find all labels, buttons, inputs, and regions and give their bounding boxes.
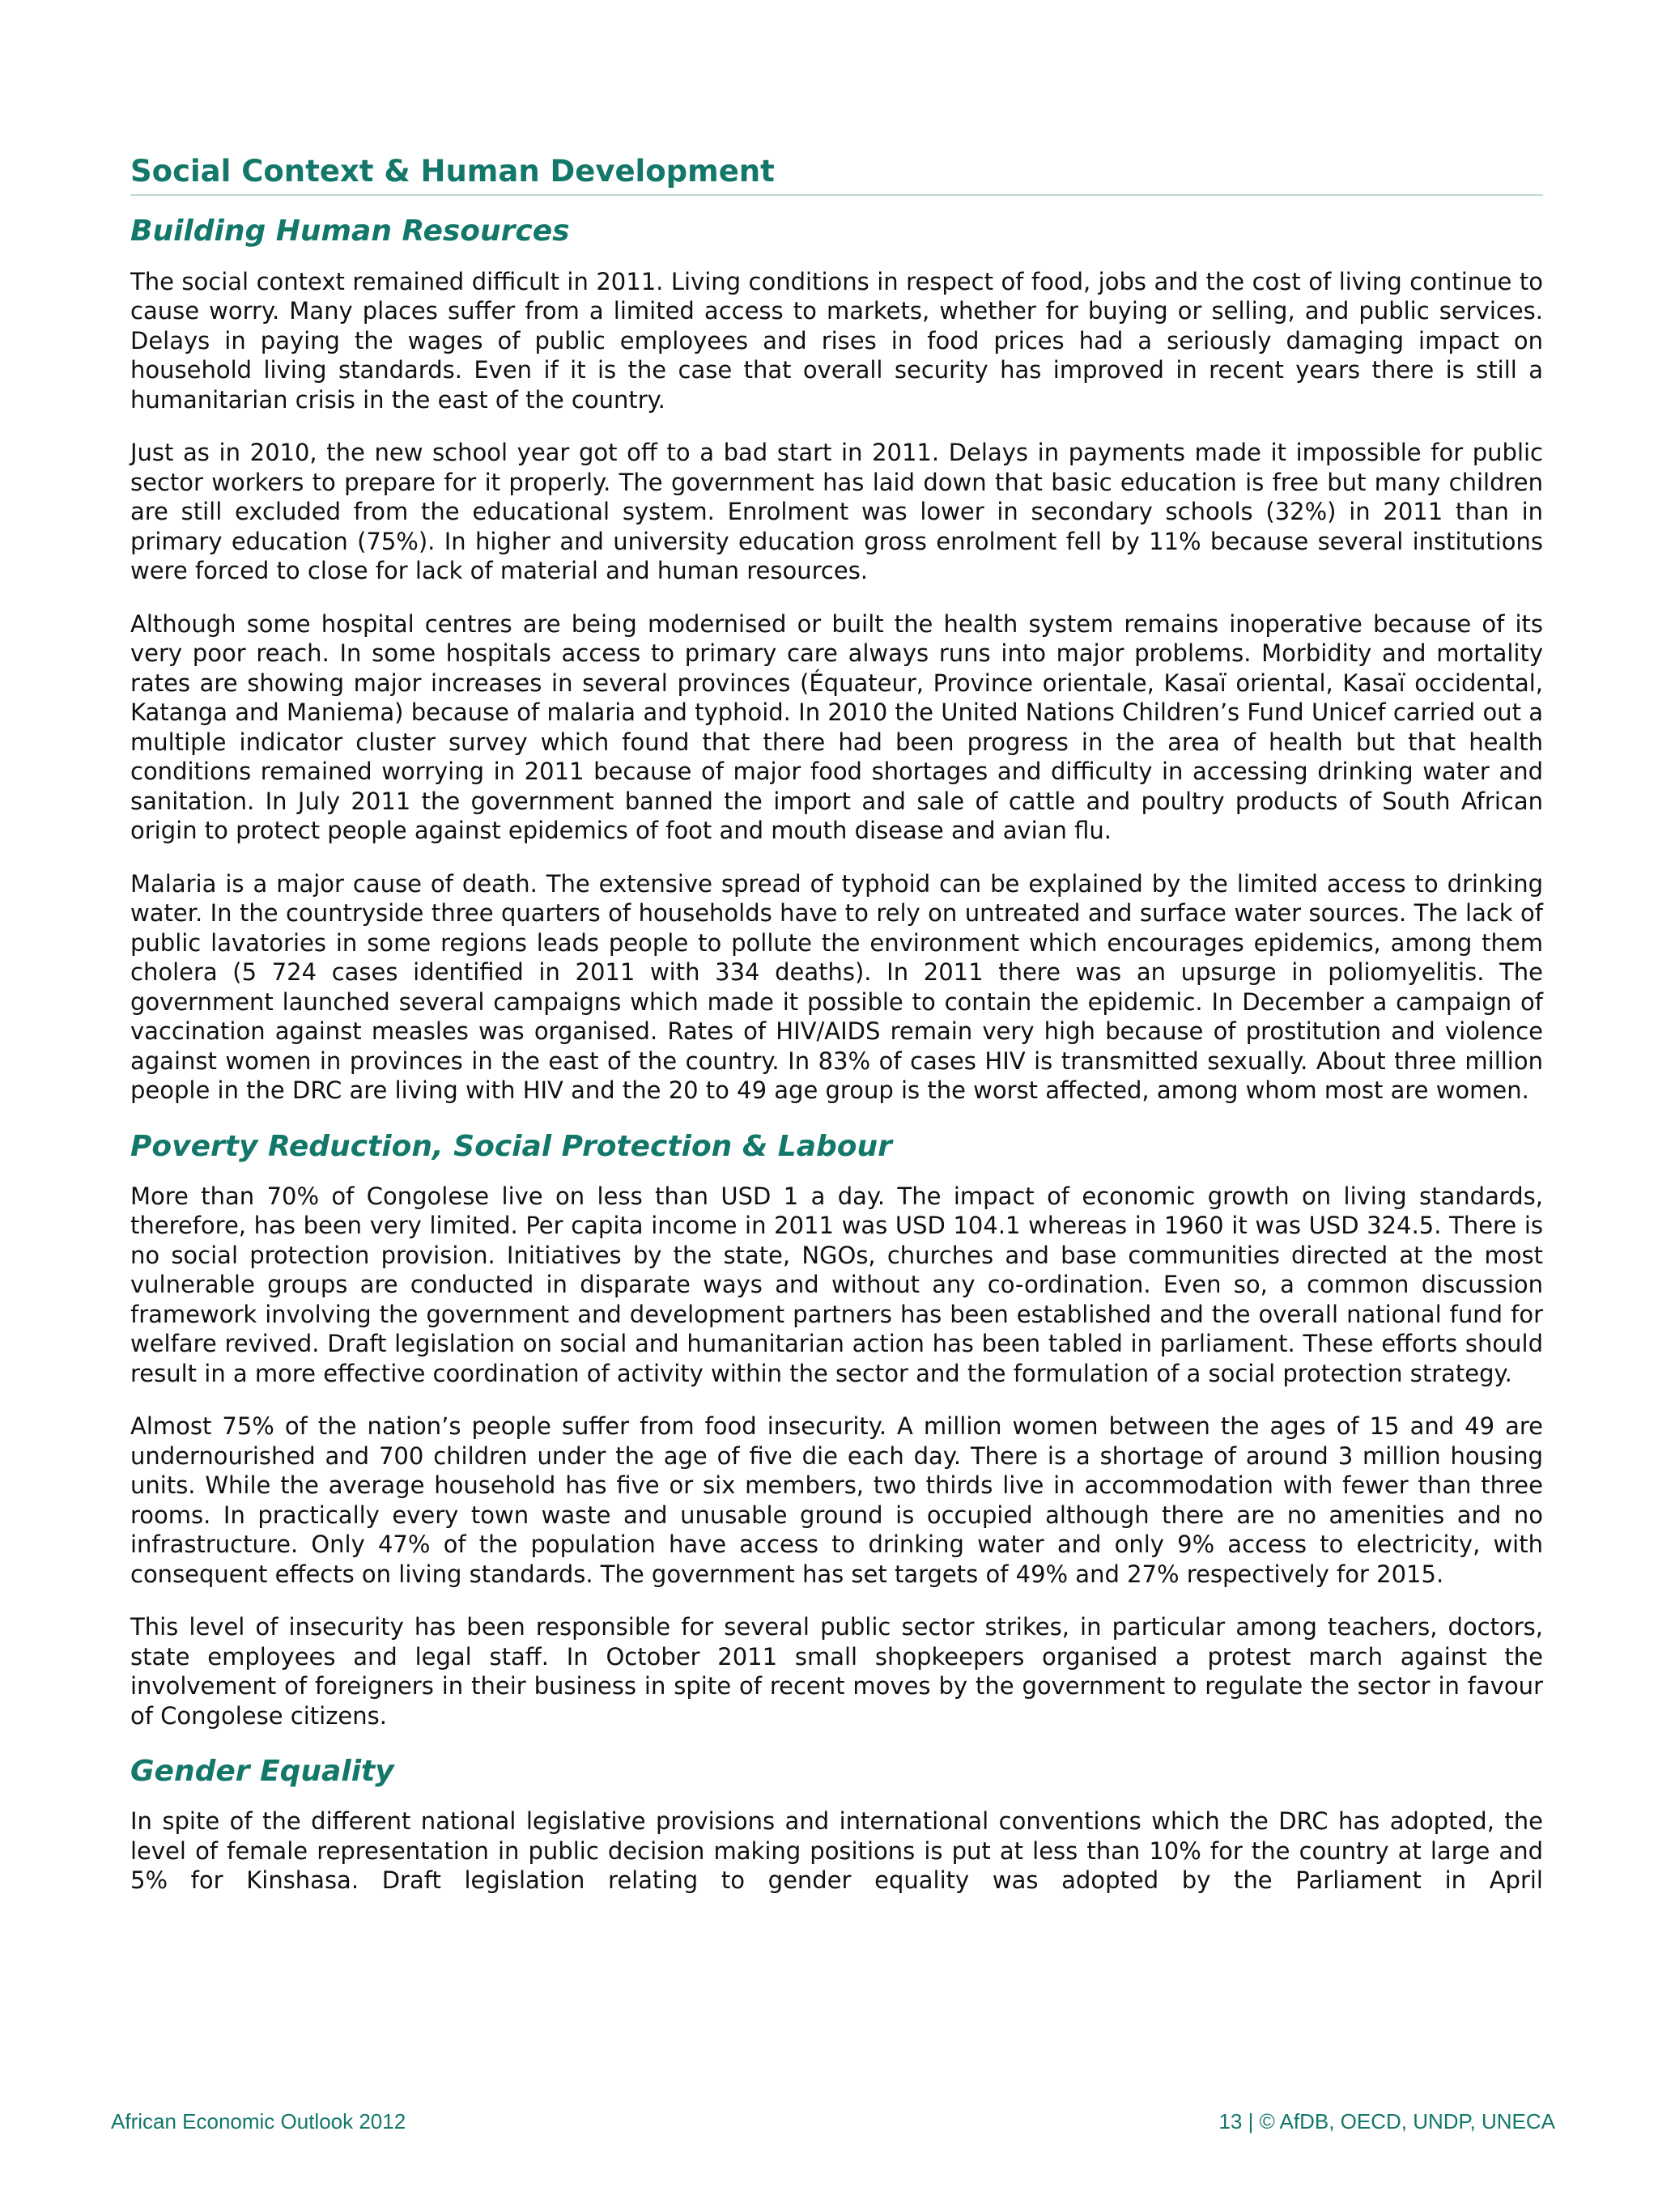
paragraph: Almost 75% of the nation’s people suffer from food insecurity. A million women between the ages of 15 and 49 are undernourished and 700 children under the age of five die each day. There is a shortage of around 3 million housing units. While the average household has five or six members, two thirds live in accommodation with fewer than three rooms. In practically every town waste and unusable ground is occupied although there are no amenities and no infrastructure. Only 47% of the population have access to drinking water and only 9% access to electricity, with consequent effects on living standards. The government has set targets of 49% and 27% respectively for 2015. [130,1412,1543,1588]
paragraph: In spite of the different national legislative provisions and international conventions which the DRC has adopted, the level of female representation in public decision making positions is put at less than 10% for the country at large and 5% for Kinshasa. Draft legislation relating to gender equality was adopted by the Parliament in April [130,1807,1543,1895]
paragraph: The social context remained difficult in 2011. Living conditions in respect of food, jobs and the cost of living continue to cause worry. Many places suffer from a limited access to markets, whether for buying or selling, and public services. Delays in paying the wages of public employees and rises in food prices had a seriously damaging impact on household living standards. Even if it is the case that overall security has improved in recent years there is still a humanitarian crisis in the east of the country. [130,267,1543,414]
paragraph: More than 70% of Congolese live on less than USD 1 a day. The impact of economic growth on living standards, therefore, has been very limited. Per capita income in 2011 was USD 104.1 whereas in 1960 it was USD 324.5. There is no social protection provision. Initiatives by the state, NGOs, churches and base communities directed at the most vulnerable groups are conducted in disparate ways and without any co-ordination. Even so, a common discussion framework involving the government and development partners has been established and the overall national fund for welfare revived. Draft legislation on social and humanitarian action has been tabled in parliament. These efforts should result in a more effective coordination of activity within the sector and the formulation of a social protection strategy. [130,1182,1543,1387]
paragraph: Just as in 2010, the new school year got off to a bad start in 2011. Delays in payments made it impossible for public sector workers to prepare for it properly. The government has laid down that basic education is free but many children are still excluded from the educational system. Enrolment was lower in secondary schools (32%) in 2011 than in primary education (75%). In higher and university education gross enrolment fell by 11% because several institutions were forced to close for lack of material and human resources. [130,439,1543,585]
subsection-title-poverty-reduction: Poverty Reduction, Social Protection & Labour [130,1129,892,1163]
paragraph: Malaria is a major cause of death. The extensive spread of typhoid can be explained by the limited access to drinking water. In the countryside three quarters of households have to rely on untreated and surface water sources. The lack of public lavatories in some regions leads people to pollute the environment which encourages epidemics, among them cholera (5 724 cases identified in 2011 with 334 deaths). In 2011 there was an upsurge in poliomyelitis. The government launched several campaigns which made it possible to contain the epidemic. In December a campaign of vaccination against measles was organised. Rates of HIV/AIDS remain very high because of prostitution and violence against women in provinces in the east of the country. In 83% of cases HIV is transmitted sexually. About three million people in the DRC are living with HIV and the 20 to 49 age group is the worst affected, among whom most are women. [130,869,1543,1105]
page-content [130,154,1543,1919]
footer-page-credits: 13 | © AfDB, OECD, UNDP, UNECA [1218,2109,1555,2133]
subsection-title-gender-equality: Gender Equality [130,1755,394,1789]
paragraph: This level of insecurity has been responsible for several public sector strikes, in particular among teachers, doctors, state employees and legal staff. In October 2011 small shopkeepers organised a protest march against the involvement of foreigners in their business in spite of recent moves by the government to regulate the sector in favour of Congolese citizens. [130,1613,1543,1730]
footer-publication-title: African Economic Outlook 2012 [111,2109,406,2133]
paragraph: Although some hospital centres are being modernised or built the health system remains inoperative because of its very poor reach. In some hospitals access to primary care always runs into major problems. Morbidity and mortality rates are showing major increases in several provinces (Équateur, Province orientale, Kasaï oriental, Kasaï occidental, Katanga and Maniema) because of malaria and typhoid. In 2010 the United Nations Children’s Fund Unicef carried out a multiple indicator cluster survey which found that there had been progress in the area of health but that health conditions remained worrying in 2011 because of major food shortages and difficulty in accessing drinking water and sanitation. In July 2011 the government banned the import and sale of cattle and poultry products of South African origin to protect people against epidemics of foot and mouth disease and avian flu. [130,609,1543,845]
section-heading: Social Context & Human Development [130,154,1543,196]
subsection-title-building-human-resources: Building Human Resources [130,214,570,248]
